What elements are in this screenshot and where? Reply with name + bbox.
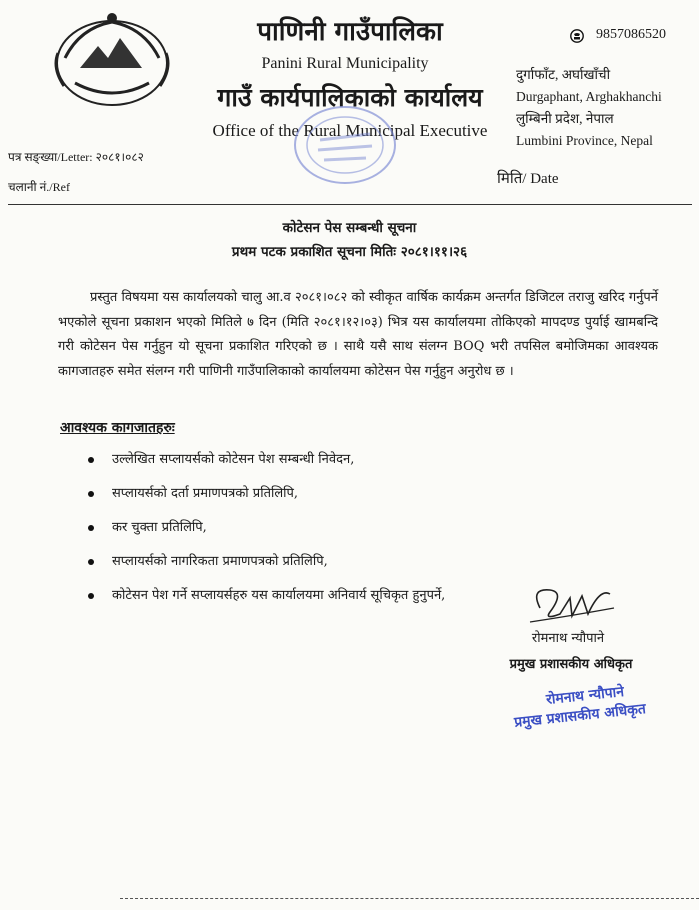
letter-number: पत्र सङ्ख्या/Letter: २०८१।०८२	[8, 150, 144, 164]
bullet-icon	[88, 457, 94, 463]
required-docs-heading: आवश्यक कागजातहरुः	[60, 420, 175, 436]
reference-number: चलानी नं./Ref	[8, 180, 70, 194]
stamp-signer-title: प्रमुख प्रशासकीय अधिकृत	[513, 701, 647, 731]
address-line: Durgaphant, Arghakhanchi	[516, 89, 662, 104]
list-item: कर चुक्ता प्रतिलिपि,	[88, 518, 445, 552]
footer-divider	[120, 898, 699, 899]
address-block	[516, 64, 662, 152]
bullet-icon	[88, 593, 94, 599]
date-label: मिति/ Date	[497, 171, 559, 187]
phone-number: 9857086520	[596, 27, 666, 42]
signer-title: प्रमुख प्रशासकीय अधिकृत	[509, 657, 633, 672]
signer-name: रोमनाथ न्यौपाने	[531, 631, 605, 646]
nepal-emblem-icon	[50, 8, 174, 108]
header-divider	[8, 204, 692, 205]
notice-body: प्रस्तुत विषयमा यस कार्यालयको चालु आ.व २०८१।०८२ को स्वीकृत वार्षिक कार्यक्रम अन्तर्गत डिजिटल तराजु खरिद गर्नुपर्ने भएकोले सूचना प्रकाशन भएको मितिले ७ दिन (मिति २०८१।१२।०३) भित्र यस कार्यालयमा तोकिएको मापदण्ड पुर्याई खामबन्दि गरी कोटेसन पेस गर्नुहुन यो सूचना प्रकाशित गरिएको छ । साथै यसै साथ संलग्न BOQ भरी तपसिल बमोजिमका आवश्यक कागजातहरु समेत संलग्न गरी पाणिनी गाउँपालिकाको कार्यालयमा कोटेसन पेस गर्नुहुन अनुरोध छ ।	[58, 290, 658, 379]
phone-icon	[570, 29, 584, 43]
signature-scribble	[510, 578, 620, 630]
office-title-en: Office of the Rural Municipal Executive	[212, 121, 488, 140]
required-docs-list	[88, 450, 445, 620]
notice-subject: कोटेसन पेस सम्बन्धी सूचना	[282, 220, 417, 236]
list-item: उल्लेखित सप्लायर्सको कोटेसन पेश सम्बन्धी निवेदन,	[88, 450, 445, 484]
notice-publish-date: प्रथम पटक प्रकाशित सूचना मितिः २०८१।११।२६	[231, 244, 468, 260]
office-title: गाउँ कार्यपालिकाको कार्यालय	[217, 83, 483, 112]
list-item: कोटेसन पेश गर्ने सप्लायर्सहरु यस कार्यालयमा अनिवार्य सूचिकृत हुनुपर्ने,	[88, 586, 445, 620]
address-line: दुर्गाफाँट, अर्घाखाँची	[516, 67, 611, 82]
bullet-icon	[88, 559, 94, 565]
list-item: सप्लायर्सको दर्ता प्रमाणपत्रको प्रतिलिपि,	[88, 484, 445, 518]
municipality-title: पाणिनी गाउँपालिका	[257, 17, 443, 47]
municipality-title-en: Panini Rural Municipality	[261, 55, 429, 72]
bullet-icon	[88, 491, 94, 497]
office-seal-stamp	[290, 100, 400, 190]
bullet-icon	[88, 525, 94, 531]
address-line: Lumbini Province, Nepal	[516, 133, 653, 148]
list-item: सप्लायर्सको नागरिकता प्रमाणपत्रको प्रतिलिपि,	[88, 552, 445, 586]
address-line: लुम्बिनी प्रदेश, नेपाल	[516, 111, 614, 126]
stamp-signer-name: रोमनाथ न्यौपाने	[545, 683, 625, 709]
